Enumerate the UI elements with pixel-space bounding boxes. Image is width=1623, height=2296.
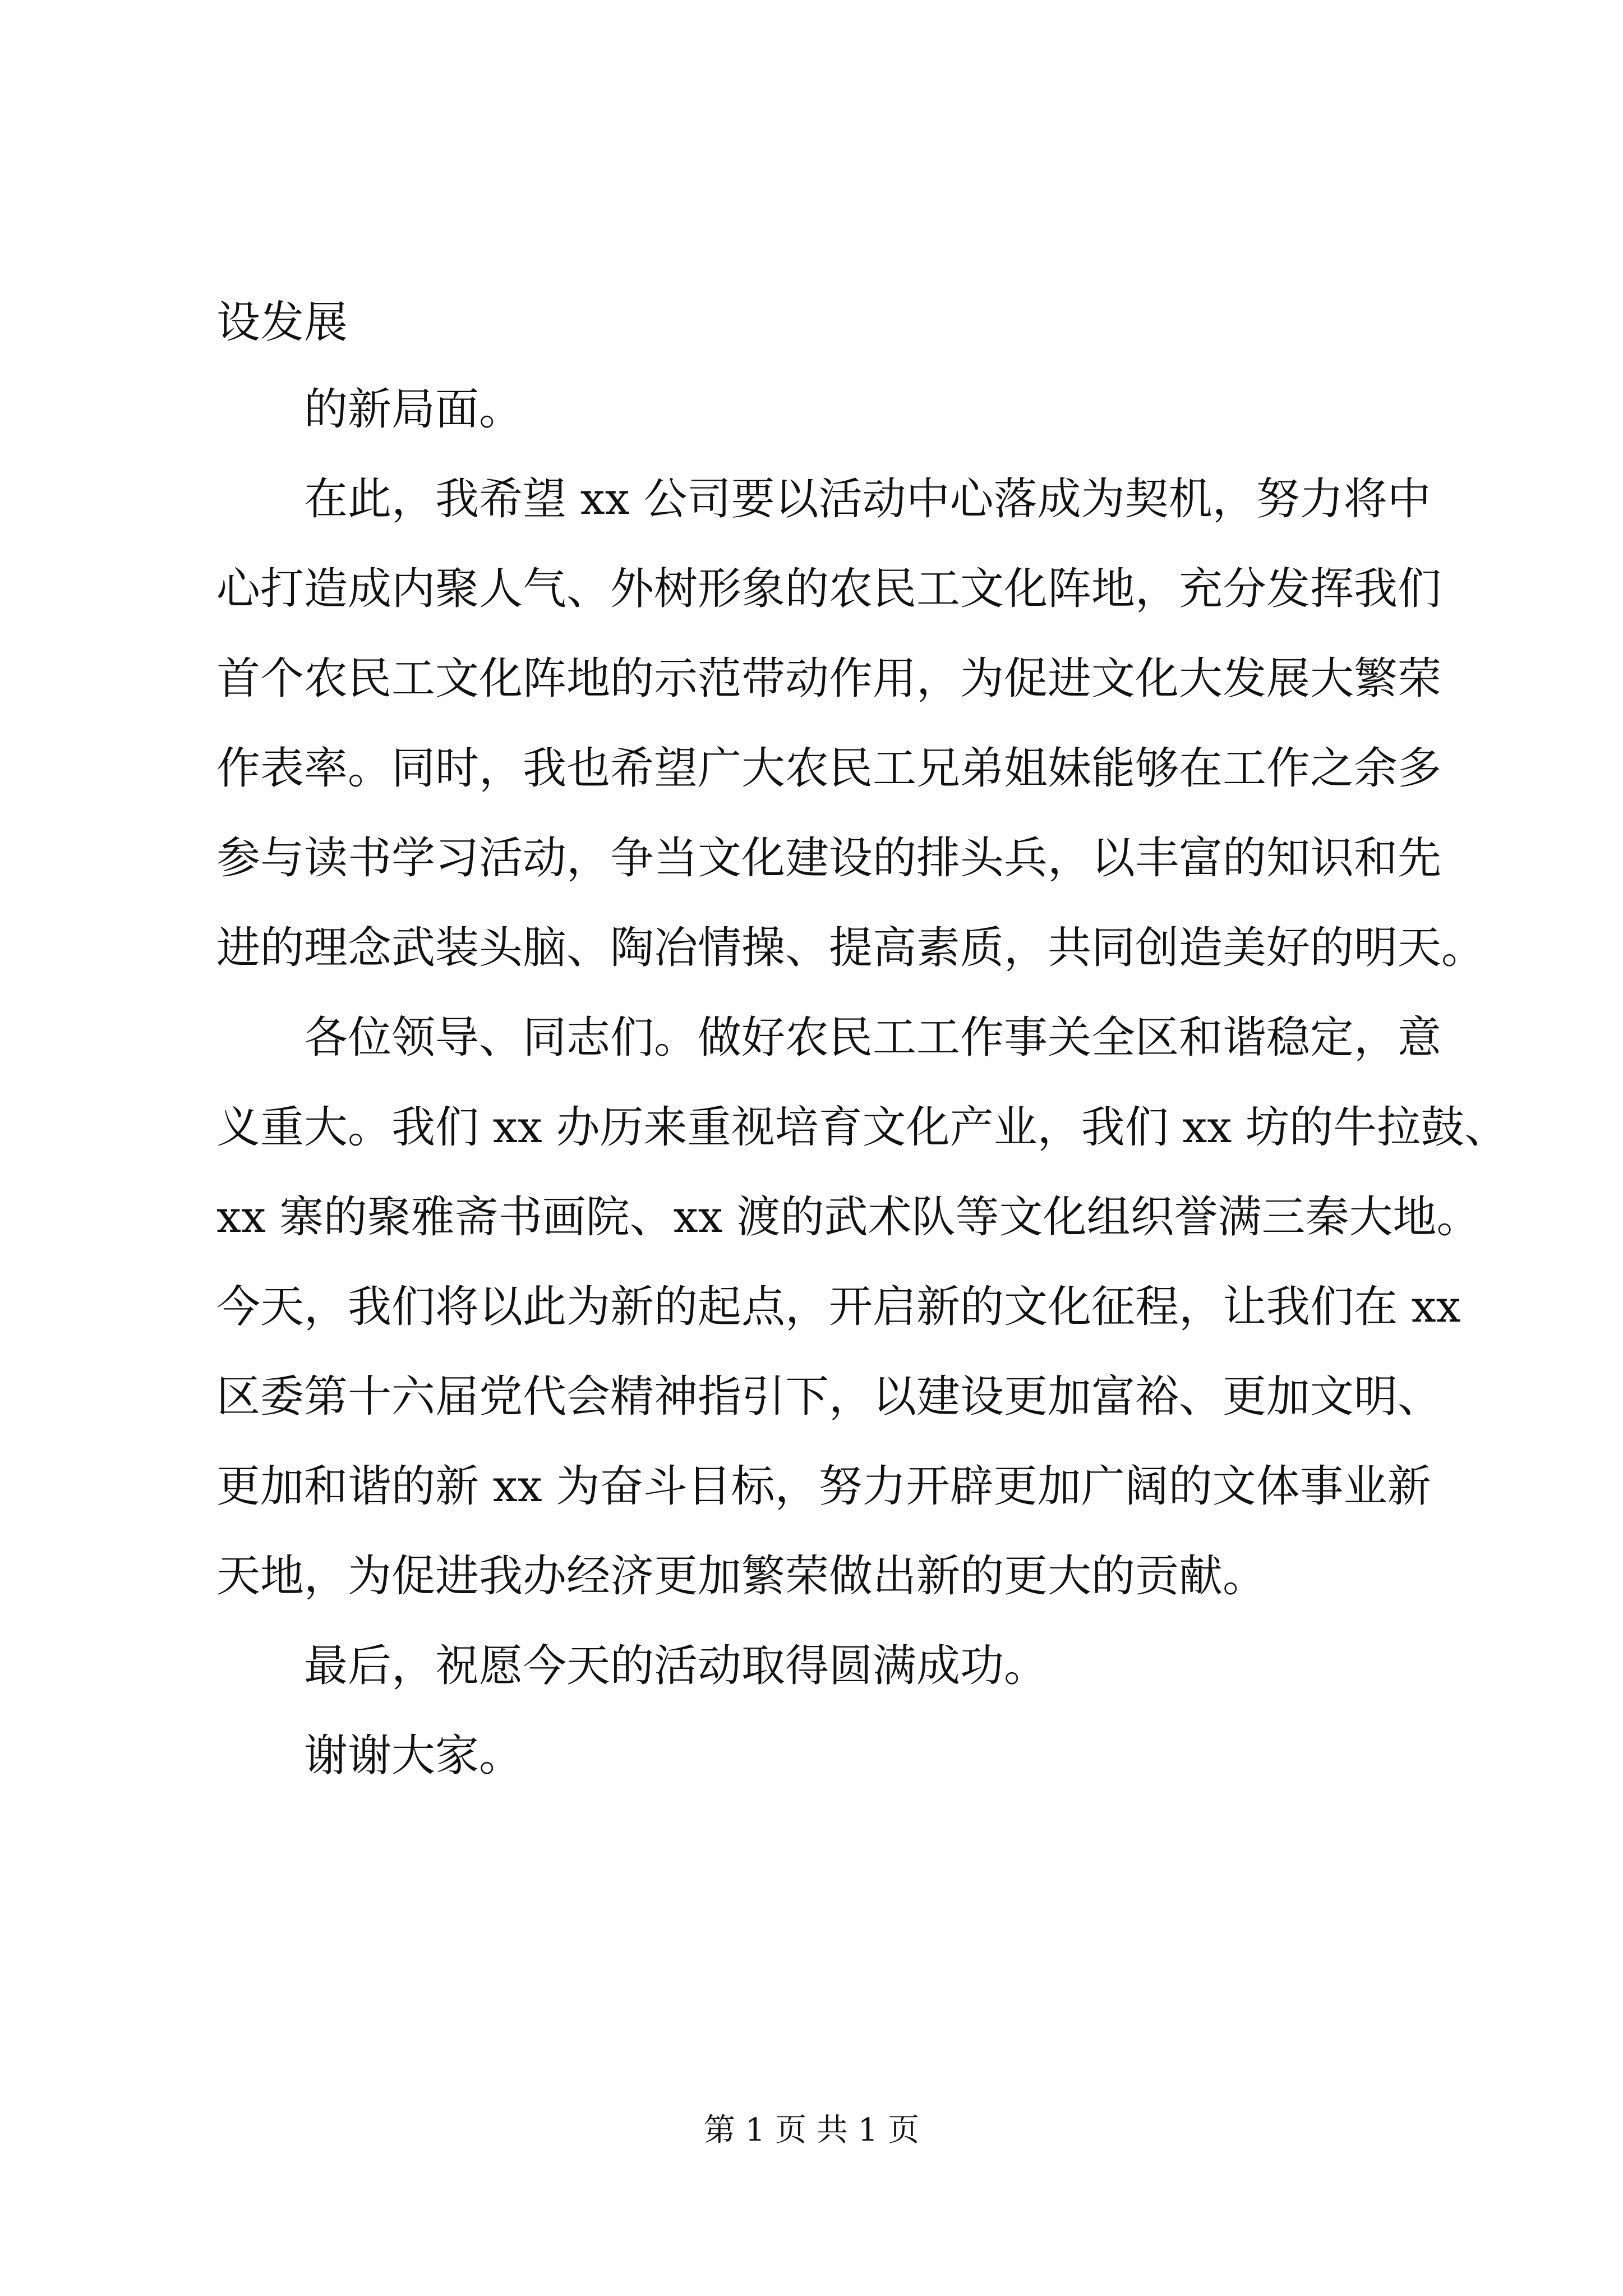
text-line: 进的理念武装头脑、陶冶情操、提高素质，共同创造美好的明天。 [216,923,1486,973]
text-line: 心打造成内聚人气、外树形象的农民工文化阵地，充分发挥我们 [216,564,1442,614]
text-line: 今天，我们将以此为新的起点，开启新的文化征程，让我们在 xx [216,1282,1461,1332]
text-line: 首个农民工文化阵地的示范带动作用，为促进文化大发展大繁荣 [216,654,1442,704]
text-line: 天地，为促进我办经济更加繁荣做出新的更大的贡献。 [216,1551,1267,1602]
text-line: 设发展 [216,297,348,348]
text-line: 作表率。同时，我也希望广大农民工兄弟姐妹能够在工作之余多 [216,743,1442,794]
text-line: 在此，我希望 xx 公司要以活动中心落成为契机，努力将中 [304,474,1431,524]
page-number-footer: 第 1 页 共 1 页 [703,2112,920,2148]
text-line: 的新局面。 [304,384,523,435]
text-line: 区委第十六届党代会精神指引下，以建设更加富裕、更加文明、 [216,1372,1442,1422]
text-line: 更加和谐的新 xx 为奋斗目标，努力开辟更加广阔的文体事业新 [216,1461,1431,1512]
text-line: 谢谢大家。 [304,1731,523,1781]
text-line: xx 寨的聚雅斋书画院、xx 渡的武术队等文化组织誉满三秦大地。 [216,1192,1481,1243]
text-line: 义重大。我们 xx 办历来重视培育文化产业，我们 xx 坊的牛拉鼓、 [216,1102,1509,1153]
text-line: 参与读书学习活动，争当文化建设的排头兵，以丰富的知识和先 [216,833,1442,884]
text-line: 最后，祝愿今天的活动取得圆满成功。 [304,1641,1048,1691]
text-line: 各位领导、同志们。做好农民工工作事关全区和谐稳定，意 [304,1013,1442,1063]
